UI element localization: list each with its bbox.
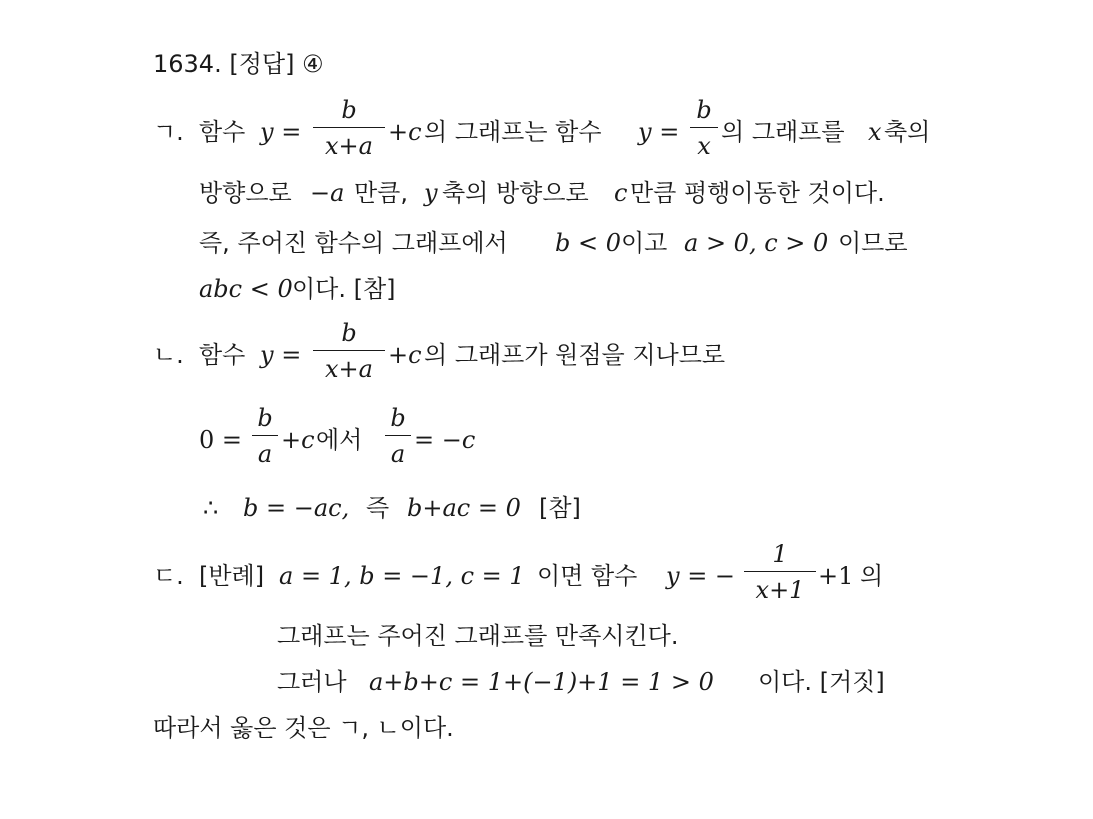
item-a-line3-c: 이므로	[838, 229, 908, 257]
fraction-denominator: x+a	[325, 132, 373, 160]
item-a-label: ㄱ.	[153, 118, 184, 146]
fraction-denominator: a	[390, 440, 406, 468]
item-c-expr: a+b+c = 1+(−1)+1 = 1 > 0	[369, 668, 714, 696]
item-a-axis-word: 축의	[884, 118, 931, 146]
item-a-text-mid: 의 그래프는 함수	[424, 118, 602, 146]
item-c-y-eq: y = −	[666, 562, 736, 590]
fraction-bar	[252, 435, 278, 436]
item-b-eseo: 에서	[316, 426, 363, 454]
item-c-plus-1: +1	[818, 562, 854, 590]
item-a-text-tail: 의 그래프를	[721, 118, 845, 146]
fraction-bar	[313, 127, 385, 128]
item-a-a-gt: a > 0, c > 0	[684, 229, 829, 257]
fraction-bar	[690, 127, 718, 128]
item-c-line3-tail: 이다. [거짓]	[758, 668, 885, 696]
item-c-banrye: [반례]	[199, 562, 265, 590]
item-b-cham: [참]	[539, 494, 581, 522]
fraction-numerator: b	[257, 404, 273, 432]
item-b-eq-neg-c: = −c	[414, 426, 476, 454]
item-a-line2-b: 만큼,	[354, 179, 408, 207]
item-a-line2-a: 방향으로	[199, 179, 292, 207]
item-a-fraction-1	[313, 98, 385, 158]
item-c-imyeon: 이면 함수	[537, 562, 638, 590]
item-b-text-tail: 의 그래프가 원점을 지나므로	[424, 341, 726, 369]
item-b-b-plus: b+ac = 0	[407, 494, 521, 522]
item-b-plus-c-2: +c	[281, 426, 315, 454]
fraction-denominator: x+a	[325, 355, 373, 383]
item-b-plus-c: +c	[388, 341, 422, 369]
fraction-numerator: 1	[772, 540, 788, 568]
item-a-plus-c: +c	[388, 118, 422, 146]
item-c-line2: 그래프는 주어진 그래프를 만족시킨다.	[277, 622, 679, 650]
item-a-line2-c: 축의 방향으로	[442, 179, 589, 207]
fraction-denominator: x+1	[755, 576, 805, 604]
item-a-y-var: y	[424, 179, 438, 207]
item-a-line4-b: 이다. [참]	[292, 275, 396, 303]
fraction-bar	[385, 435, 411, 436]
item-b-y-eq: y =	[260, 341, 302, 369]
item-a-y-eq: y =	[260, 118, 302, 146]
item-a-neg-a: −a	[310, 179, 345, 207]
item-a-abc: abc < 0	[199, 275, 293, 303]
item-c-ui: 의	[860, 562, 884, 590]
fraction-bar	[744, 571, 816, 572]
item-a-line2-d: 만큼 평행이동한 것이다.	[630, 179, 885, 207]
item-a-hamsu: 함수	[199, 118, 246, 146]
item-c-geureona: 그러나	[277, 668, 347, 696]
item-a-fraction-2	[690, 98, 718, 158]
item-b-hamsu: 함수	[199, 341, 246, 369]
item-b-fraction-a	[252, 406, 278, 466]
item-a-x-var: x	[868, 118, 882, 146]
item-c-values: a = 1, b = −1, c = 1	[279, 562, 525, 590]
conclusion-text: 따라서 옳은 것은 ㄱ, ㄴ이다.	[153, 714, 454, 742]
item-b-zero-eq: 0 =	[199, 426, 243, 454]
therefore-symbol: ∴	[203, 494, 219, 522]
item-a-y-eq-2: y =	[638, 118, 680, 146]
item-b-fraction-b	[385, 406, 411, 466]
fraction-bar	[313, 350, 385, 351]
item-c-fraction	[744, 542, 816, 602]
fraction-numerator: b	[696, 96, 712, 124]
fraction-numerator: b	[341, 96, 357, 124]
item-b-label: ㄴ.	[153, 341, 184, 369]
item-a-line3-a: 즉, 주어진 함수의 그래프에서	[199, 229, 508, 257]
fraction-numerator: b	[341, 319, 357, 347]
fraction-denominator: x	[697, 132, 711, 160]
item-b-fraction	[313, 321, 385, 381]
item-a-b-lt-0: b < 0	[555, 229, 621, 257]
item-c-label: ㄷ.	[153, 562, 184, 590]
item-b-b-eq: b = −ac,	[243, 494, 350, 522]
item-a-line3-b: 이고	[621, 229, 668, 257]
fraction-denominator: a	[257, 440, 273, 468]
answer-header: 1634. [정답] ④	[153, 50, 324, 78]
item-a-c-var: c	[614, 179, 628, 207]
fraction-numerator: b	[390, 404, 406, 432]
item-b-jeuk: 즉	[366, 494, 390, 522]
